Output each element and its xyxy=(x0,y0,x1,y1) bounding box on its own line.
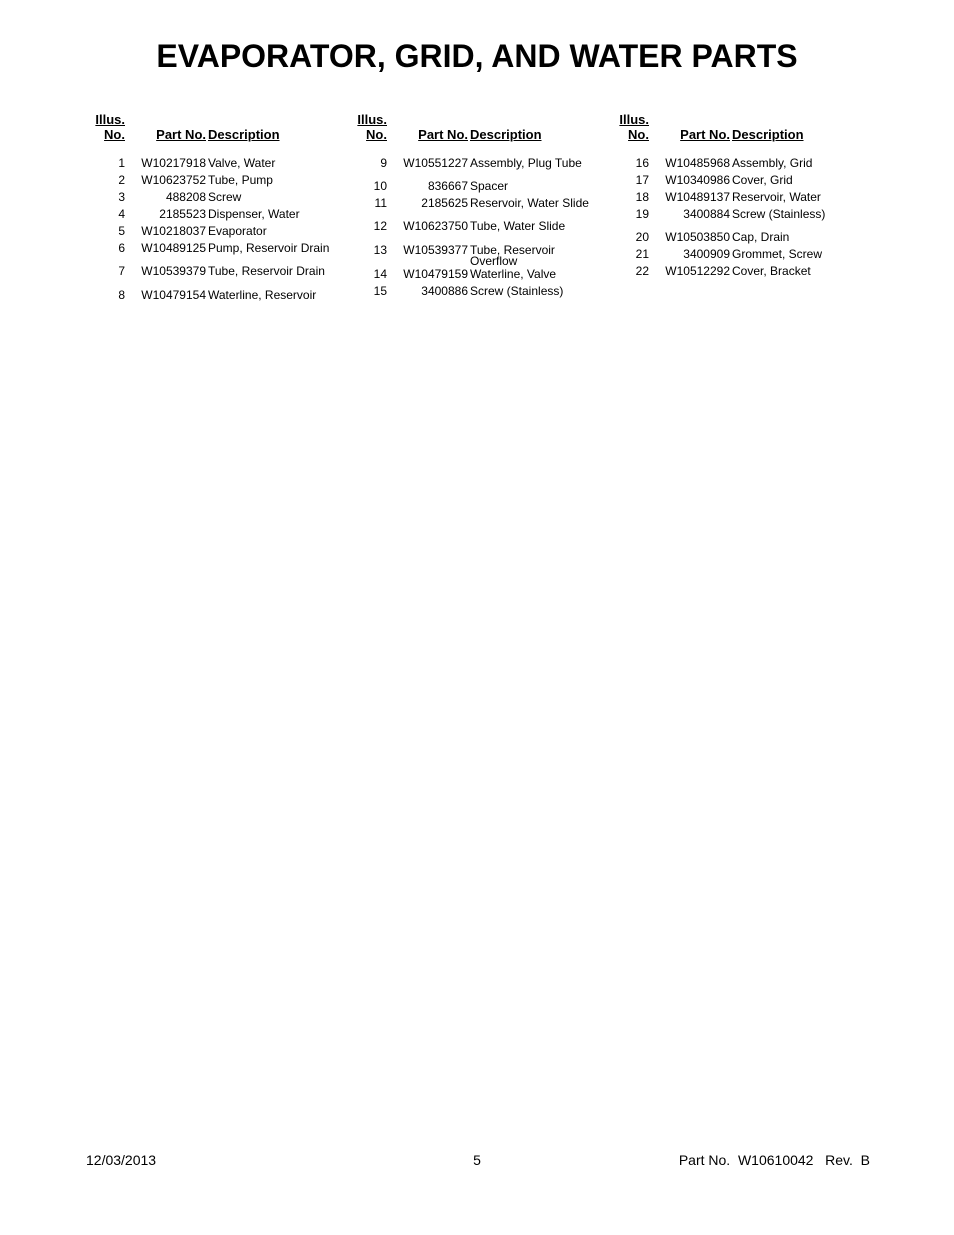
part-row xyxy=(344,196,594,212)
part-description: Reservoir, Water xyxy=(732,190,821,204)
part-description: Tube, Reservoir xyxy=(470,243,555,257)
part-description: Dispenser, Water xyxy=(208,207,300,221)
part-description: Cover, Bracket xyxy=(732,264,811,278)
illus-number: 3 xyxy=(118,190,125,204)
part-description: Pump, Reservoir Drain xyxy=(208,241,330,255)
part-number: W10479159 xyxy=(403,267,468,281)
part-row xyxy=(82,288,332,304)
part-row xyxy=(82,190,332,206)
illus-number: 11 xyxy=(374,196,387,210)
illus-number: 1 xyxy=(118,156,125,170)
part-description: Tube, Water Slide xyxy=(470,219,566,233)
part-row xyxy=(606,247,856,263)
illus-header: Illus. xyxy=(95,112,125,127)
part-description: Cap, Drain xyxy=(732,230,790,244)
part-number: 3400884 xyxy=(683,207,730,221)
part-row xyxy=(344,284,594,300)
part-number: 836667 xyxy=(427,179,468,193)
illus-number: 14 xyxy=(373,267,387,281)
part-number: 488208 xyxy=(165,190,206,204)
part-description: Grommet, Screw xyxy=(732,247,823,261)
illus-number: 2 xyxy=(118,173,125,187)
part-row xyxy=(344,179,594,195)
part-number: W10489137 xyxy=(665,190,730,204)
part-number: W10539377 xyxy=(403,243,468,257)
footer-date: 12/03/2013 xyxy=(86,1152,157,1168)
part-row xyxy=(606,173,856,189)
parts-column-2 xyxy=(344,112,594,298)
part-number: 3400909 xyxy=(683,247,730,261)
part-row xyxy=(606,156,856,172)
part-description: Assembly, Grid xyxy=(732,156,813,170)
illus-number: 19 xyxy=(635,207,649,221)
part-row xyxy=(606,207,856,223)
illus-number: 5 xyxy=(118,224,125,238)
part-description: Assembly, Plug Tube xyxy=(470,156,582,170)
part-row xyxy=(82,173,332,189)
part-number: W10217918 xyxy=(141,156,206,170)
part-number: W10218037 xyxy=(141,224,206,238)
part-row xyxy=(82,264,332,280)
part-row xyxy=(344,219,594,235)
footer-page-number: 5 xyxy=(473,1152,481,1168)
illus-number: 6 xyxy=(118,241,125,255)
illus-header: Illus. xyxy=(357,112,387,127)
parts-column-3 xyxy=(606,112,856,278)
part-number: W10340986 xyxy=(665,173,730,187)
part-number: W10485968 xyxy=(665,156,730,170)
part-number: W10512292 xyxy=(665,264,730,278)
illus-no-header: No. xyxy=(366,127,387,142)
part-no-header: Part No. xyxy=(680,127,730,142)
illus-number: 20 xyxy=(635,230,649,244)
part-row xyxy=(82,207,332,223)
part-row xyxy=(82,156,332,172)
part-no-header: Part No. xyxy=(418,127,468,142)
illus-number: 12 xyxy=(373,219,387,233)
part-row xyxy=(344,156,594,172)
description-header: Description xyxy=(732,127,804,142)
part-number: W10479154 xyxy=(141,288,206,302)
part-row xyxy=(344,267,594,283)
illus-no-header: No. xyxy=(628,127,649,142)
part-number: 3400886 xyxy=(421,284,468,298)
part-description: Waterline, Reservoir xyxy=(208,288,317,302)
illus-number: 21 xyxy=(635,247,649,261)
part-description: Tube, Pump xyxy=(208,173,273,187)
part-description: Valve, Water xyxy=(208,156,276,170)
part-row xyxy=(606,230,856,246)
part-row xyxy=(606,190,856,206)
description-header: Description xyxy=(208,127,280,142)
part-description: Waterline, Valve xyxy=(470,267,557,281)
illus-number: 15 xyxy=(373,284,387,298)
part-no-header: Part No. xyxy=(156,127,206,142)
illus-number: 22 xyxy=(635,264,649,278)
illus-header: Illus. xyxy=(619,112,649,127)
part-row xyxy=(606,264,856,280)
part-row xyxy=(82,224,332,240)
part-number: W10551227 xyxy=(403,156,468,170)
part-description: Screw (Stainless) xyxy=(470,284,564,298)
footer-document-part-number: Part No. W10610042 Rev. B xyxy=(678,1152,870,1168)
illus-number: 10 xyxy=(373,179,387,193)
part-description: Evaporator xyxy=(208,224,267,238)
illus-no-header: No. xyxy=(104,127,125,142)
page-title: EVAPORATOR, GRID, AND WATER PARTS xyxy=(156,38,798,74)
column-header xyxy=(344,112,594,146)
column-header xyxy=(82,112,332,146)
part-number: W10623752 xyxy=(141,173,206,187)
part-number: W10539379 xyxy=(141,264,206,278)
part-number: W10489125 xyxy=(141,241,206,255)
part-description: Tube, Reservoir Drain xyxy=(208,264,325,278)
part-description: Screw xyxy=(208,190,242,204)
illus-number: 17 xyxy=(635,173,649,187)
description-header: Description xyxy=(470,127,542,142)
illus-number: 8 xyxy=(118,288,125,302)
part-number: 2185523 xyxy=(159,207,206,221)
part-description: Screw (Stainless) xyxy=(732,207,826,221)
part-description: Reservoir, Water Slide xyxy=(470,196,589,210)
illus-number: 4 xyxy=(118,207,125,221)
part-number: W10623750 xyxy=(403,219,468,233)
part-row xyxy=(82,241,332,257)
illus-number: 13 xyxy=(373,243,387,257)
part-description: Cover, Grid xyxy=(732,173,793,187)
part-row xyxy=(344,243,594,268)
illus-number: 9 xyxy=(380,156,387,170)
illus-number: 18 xyxy=(635,190,649,204)
part-description: Spacer xyxy=(470,179,509,193)
part-number: 2185625 xyxy=(421,196,468,210)
part-description-continued: Overflow xyxy=(470,254,518,268)
illus-number: 7 xyxy=(118,264,125,278)
parts-column-1 xyxy=(82,112,332,302)
part-number: W10503850 xyxy=(665,230,730,244)
column-header xyxy=(606,112,856,146)
illus-number: 16 xyxy=(635,156,649,170)
